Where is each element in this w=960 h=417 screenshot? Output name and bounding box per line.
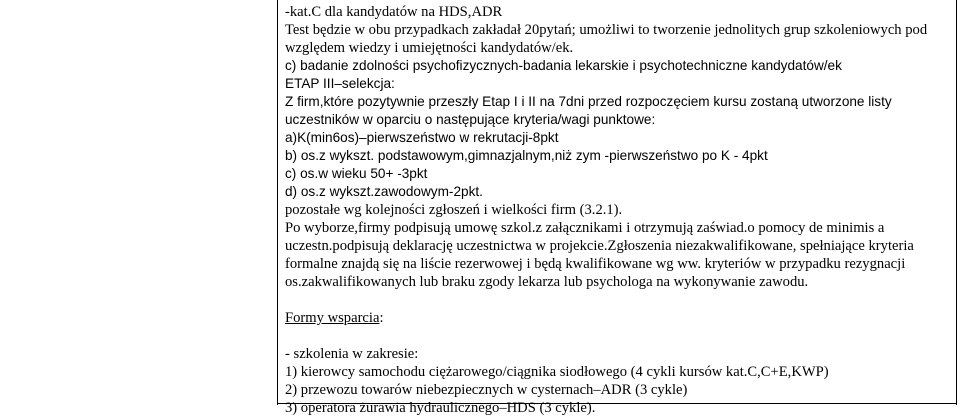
text-line: b) os.z wykszt. podstawowym,gimnazjalnym,niż zym -pierwszeństwo po K - 4pkt bbox=[285, 148, 768, 163]
spacer bbox=[285, 291, 950, 309]
text-line: Po wyborze,firmy podpisują umowę szkol.z załącznikami i otrzymują zaświad.o pomocy de minimis a bbox=[285, 220, 885, 236]
text-line: c) badanie zdolności psychofizycznych-badania lekarskie i psychotechniczne kandydatów/ek bbox=[285, 58, 842, 73]
list-item: 2) przewozu towarów niebezpiecznych w cysternach–ADR (3 cykle) bbox=[285, 382, 688, 398]
table-cell-content bbox=[285, 3, 950, 417]
text-line: -kat.C dla kandydatów na HDS,ADR bbox=[285, 4, 503, 20]
table-right-border bbox=[956, 0, 957, 405]
text-line: formalne znajdą się na liście rezerwowej i będą kwalifikowane wg ww. kryteriów w przypadku rezygnacji bbox=[285, 256, 906, 272]
forms-heading-colon: : bbox=[379, 310, 384, 326]
text-line: względem wiedzy i umiejętności kandydatów/ek. bbox=[285, 40, 574, 56]
list-item: 1) kierowcy samochodu ciężarowego/ciągnika siodłowego (4 cykli kursów kat.C,C+E,KWP) bbox=[285, 364, 829, 380]
training-intro: - szkolenia w zakresie: bbox=[285, 346, 419, 362]
text-line: uczestn.podpisują deklarację uczestnictwa w projekcie.Zgłoszenia niezakwalifikowane, spełniające kryteria bbox=[285, 238, 914, 254]
section-heading bbox=[285, 309, 950, 327]
text-line: d) os.z wykszt.zawodowym-2pkt. bbox=[285, 184, 483, 199]
table-left-border bbox=[277, 0, 278, 405]
text-line: a)K(min6os)–pierwszeństwo w rekrutacji-8pkt bbox=[285, 130, 559, 145]
text-line: Z firm,które pozytywnie przeszły Etap I i II na 7dni przed rozpoczęciem kursu zostaną utworzone listy bbox=[285, 94, 892, 109]
text-line: Test będzie w obu przypadkach zakładał 20pytań; umożliwi to tworzenie jednolitych grup szkoleniowych pod bbox=[285, 22, 928, 38]
text-line: pozostałe wg kolejności zgłoszeń i wielkości firm (3.2.1). bbox=[285, 202, 623, 218]
text-line: os.zakwalifikowanych lub braku zgody lekarza lub psychologa na wykonywanie zawodu. bbox=[285, 274, 809, 290]
text-line: uczestników w oparciu o następujące kryteria/wagi punktowe: bbox=[285, 112, 656, 127]
spacer bbox=[285, 327, 950, 345]
text-line: ETAP III–selekcja: bbox=[285, 76, 395, 91]
list-item: 3) operatora żurawia hydraulicznego–HDS (3 cykle). bbox=[285, 400, 596, 416]
forms-heading-text: Formy wsparcia bbox=[285, 310, 380, 326]
text-line: c) os.w wieku 50+ -3pkt bbox=[285, 166, 428, 181]
